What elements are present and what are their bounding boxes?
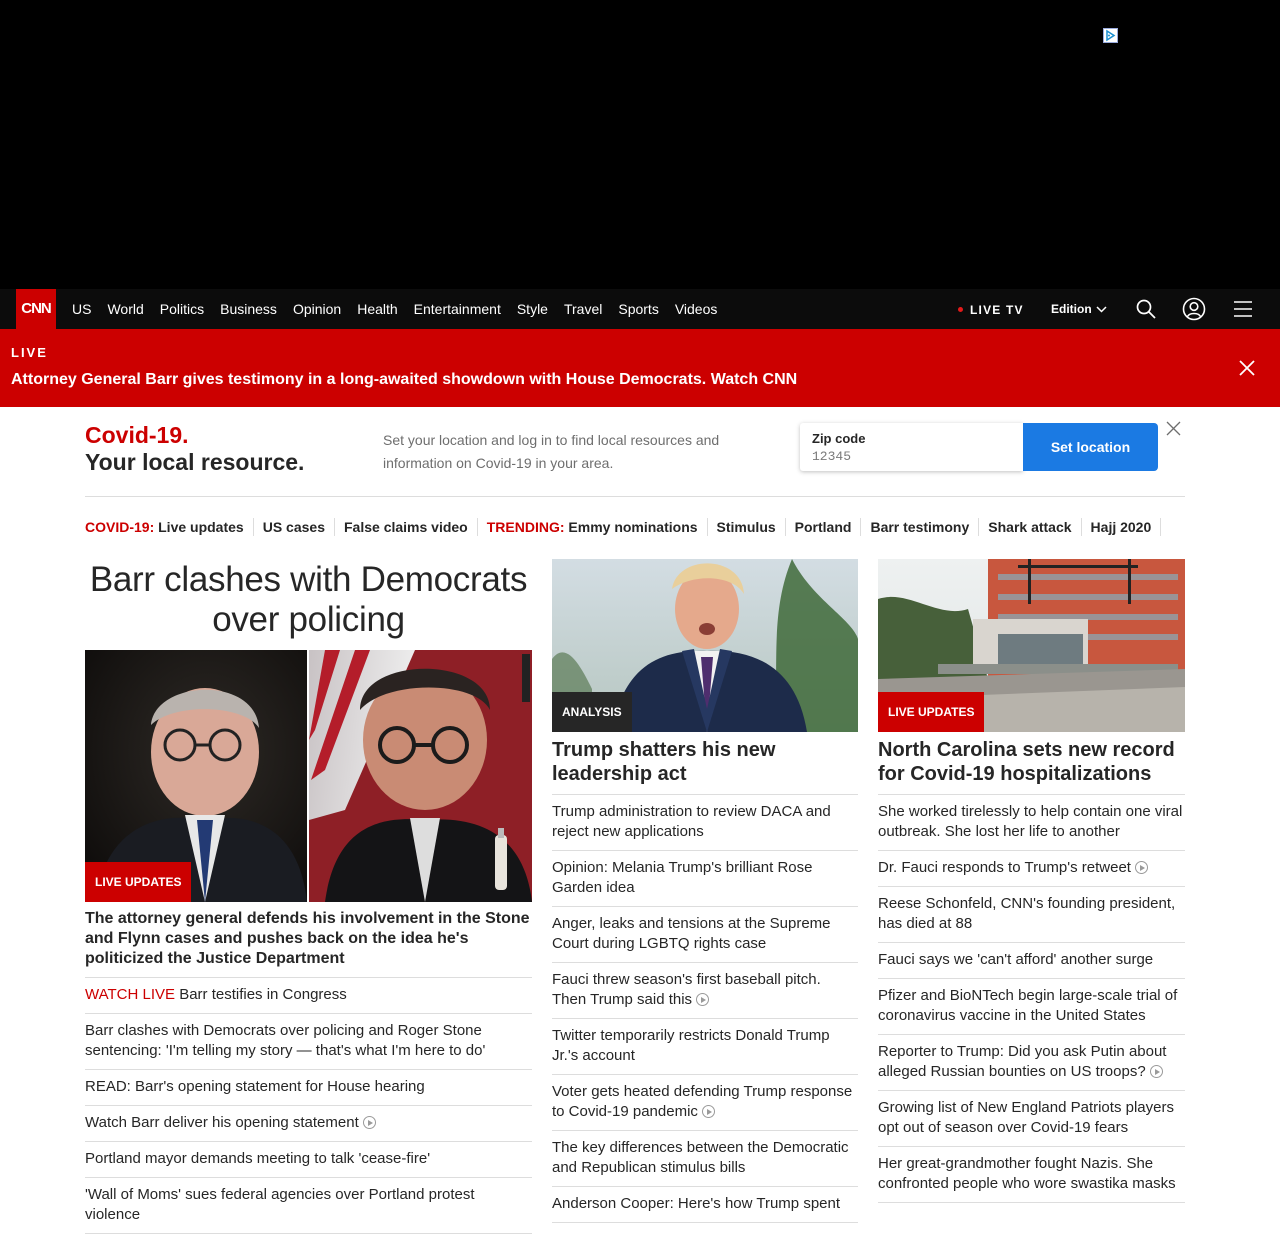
live-headline[interactable]: Attorney General Barr gives testimony in a long-awaited showdown with House Democrats. Watch CNN	[11, 371, 798, 388]
middle-story-list	[552, 795, 858, 1223]
story-headline: The key differences between the Democratic and Republican stimulus bills	[552, 1139, 849, 1176]
story-link[interactable]	[85, 1178, 532, 1234]
set-location-button[interactable]: Set location	[1023, 423, 1158, 471]
trending-link[interactable]: Emmy nominations	[568, 518, 707, 536]
right-column	[878, 559, 1185, 1203]
story-link[interactable]	[85, 1014, 532, 1070]
middle-headline[interactable]: Trump shatters his new leadership act	[552, 738, 858, 795]
story-headline: Dr. Fauci responds to Trump's retweet	[878, 859, 1131, 876]
play-video-icon	[363, 1116, 376, 1129]
story-headline: Voter gets heated defending Trump response to Covid-19 pandemic	[552, 1083, 853, 1120]
menu-icon[interactable]	[1232, 298, 1254, 320]
nav-link-us[interactable]: US	[72, 301, 92, 317]
lead-story-list	[85, 978, 532, 1234]
right-headline[interactable]: North Carolina sets new record for Covid-19 hospitalizations	[878, 738, 1185, 795]
story-headline: Her great-grandmother fought Nazis. She confronted people who wore swastika masks	[878, 1155, 1176, 1192]
right-story-list	[878, 795, 1185, 1203]
analysis-tag: ANALYSIS	[552, 692, 632, 732]
play-video-icon	[1150, 1065, 1163, 1078]
trending-label: TRENDING:	[486, 519, 565, 535]
play-video-icon	[1135, 861, 1148, 874]
story-headline: Twitter temporarily restricts Donald Trump Jr.'s account	[552, 1027, 830, 1064]
story-headline: Fauci threw season's first baseball pitch. Then Trump said this	[552, 971, 821, 1008]
top-navigation	[0, 289, 1280, 329]
story-headline: Reese Schonfeld, CNN's founding president, has died at 88	[878, 895, 1176, 932]
story-link[interactable]	[552, 795, 858, 851]
story-link[interactable]	[878, 1091, 1185, 1147]
trending-link[interactable]: Shark attack	[988, 518, 1081, 536]
story-headline: Reporter to Trump: Did you ask Putin about alleged Russian bounties on US troops?	[878, 1043, 1167, 1080]
trending-link[interactable]: Live updates	[158, 518, 254, 536]
nav-link-videos[interactable]: Videos	[674, 301, 718, 317]
lead-story-image[interactable]	[85, 650, 532, 902]
nav-link-business[interactable]: Business	[220, 301, 277, 317]
story-link[interactable]	[878, 1147, 1185, 1203]
story-link[interactable]	[878, 887, 1185, 943]
close-icon[interactable]	[1238, 359, 1256, 377]
story-link[interactable]	[552, 1019, 858, 1075]
trending-link[interactable]: Stimulus	[717, 518, 786, 536]
zip-code-label: Zip code	[812, 431, 866, 446]
live-banner[interactable]	[0, 329, 1280, 407]
trump-story-image[interactable]	[552, 559, 858, 732]
nav-link-entertainment[interactable]: Entertainment	[413, 301, 501, 317]
story-link[interactable]	[552, 963, 858, 1019]
zip-code-field[interactable]	[800, 423, 1023, 471]
story-link[interactable]	[552, 907, 858, 963]
story-headline: Fauci says we 'can't afford' another surge	[878, 951, 1154, 968]
trending-bar	[85, 518, 1185, 538]
covid-19-label: COVID-19:	[85, 519, 155, 535]
live-tv-link[interactable]	[958, 289, 1024, 331]
story-link[interactable]	[878, 795, 1185, 851]
trending-link[interactable]: Portland	[795, 518, 862, 536]
advertisement-area[interactable]	[0, 0, 1280, 289]
story-link[interactable]	[878, 851, 1185, 887]
trending-link[interactable]: Hajj 2020	[1091, 518, 1162, 536]
covid-subtitle: Your local resource.	[85, 449, 305, 475]
story-link[interactable]	[552, 1131, 858, 1187]
play-video-icon	[702, 1105, 715, 1118]
nav-links	[72, 289, 733, 329]
story-headline: Portland mayor demands meeting to talk 'cease-fire'	[85, 1150, 431, 1167]
story-headline: Growing list of New England Patriots players opt out of season over Covid-19 fears	[878, 1099, 1174, 1136]
story-headline: 'Wall of Moms' sues federal agencies over Portland protest violence	[85, 1186, 475, 1223]
nav-link-world[interactable]: World	[107, 301, 144, 317]
story-link[interactable]	[878, 1035, 1185, 1091]
story-headline: Watch Barr deliver his opening statement	[85, 1114, 359, 1131]
lead-headline[interactable]: Barr clashes with Democrats over policing	[89, 560, 528, 639]
story-link[interactable]	[552, 851, 858, 907]
story-link[interactable]	[552, 1075, 858, 1131]
story-link[interactable]	[85, 978, 532, 1014]
edition-label: Edition	[1051, 302, 1092, 316]
zip-code-input[interactable]	[810, 449, 1014, 464]
covid-local-resource-module	[85, 407, 1185, 497]
nav-link-style[interactable]: Style	[516, 301, 548, 317]
live-dot-icon	[958, 307, 963, 312]
story-headline: She worked tirelessly to help contain one viral outbreak. She lost her life to another	[878, 803, 1183, 840]
story-link[interactable]	[85, 1106, 532, 1142]
watch-live-label: WATCH LIVE	[85, 986, 176, 1003]
edition-dropdown[interactable]	[1051, 289, 1107, 330]
hospital-story-image[interactable]	[878, 559, 1185, 732]
nav-link-health[interactable]: Health	[357, 301, 398, 317]
story-headline: Anger, leaks and tensions at the Supreme Court during LGBTQ rights case	[552, 915, 831, 952]
trending-link[interactable]: Barr testimony	[870, 518, 979, 536]
story-link[interactable]	[85, 1142, 532, 1178]
story-headline: Trump administration to review DACA and reject new applications	[552, 803, 831, 840]
trending-link[interactable]: False claims video	[344, 518, 478, 536]
adchoices-icon[interactable]	[1103, 28, 1118, 43]
live-tv-label: LIVE TV	[970, 303, 1024, 317]
live-updates-tag: LIVE UPDATES	[85, 862, 191, 902]
nav-link-travel[interactable]: Travel	[563, 301, 603, 317]
story-headline: Pfizer and BioNTech begin large-scale trial of coronavirus vaccine in the United States	[878, 987, 1178, 1024]
chevron-down-icon	[1096, 306, 1107, 313]
close-icon[interactable]	[1166, 421, 1181, 436]
nav-link-politics[interactable]: Politics	[159, 301, 205, 317]
story-link[interactable]	[878, 943, 1185, 979]
cnn-logo[interactable]: CNN	[16, 289, 56, 329]
story-link[interactable]	[552, 1187, 858, 1223]
story-headline: Barr testifies in Congress	[179, 986, 347, 1003]
lead-story-caption[interactable]: The attorney general defends his involvement in the Stone and Flynn cases and pushes back on the idea he's politicized the Justice Department	[85, 909, 532, 978]
user-account-icon[interactable]	[1182, 297, 1206, 321]
story-headline: Opinion: Melania Trump's brilliant Rose Garden idea	[552, 859, 813, 896]
search-icon[interactable]	[1135, 298, 1157, 320]
covid-title: Covid-19.	[85, 422, 189, 448]
live-label: LIVE	[11, 345, 48, 360]
live-updates-tag: LIVE UPDATES	[878, 692, 984, 732]
story-headline: Anderson Cooper: Here's how Trump spent	[552, 1195, 841, 1212]
trending-link[interactable]: US cases	[263, 518, 335, 536]
covid-description: Set your location and log in to find local resources and information on Covid-19 in your area.	[383, 432, 720, 471]
story-headline: Barr clashes with Democrats over policing and Roger Stone sentencing: 'I'm telling my story — that's what I'm here to do'	[85, 1022, 486, 1059]
story-headline: READ: Barr's opening statement for House hearing	[85, 1078, 425, 1095]
story-link[interactable]	[878, 979, 1185, 1035]
nav-link-sports[interactable]: Sports	[618, 301, 659, 317]
middle-column	[552, 559, 858, 1223]
story-link[interactable]	[85, 1070, 532, 1106]
play-video-icon	[696, 993, 709, 1006]
lead-story-column	[85, 559, 532, 1234]
nav-link-opinion[interactable]: Opinion	[292, 301, 342, 317]
